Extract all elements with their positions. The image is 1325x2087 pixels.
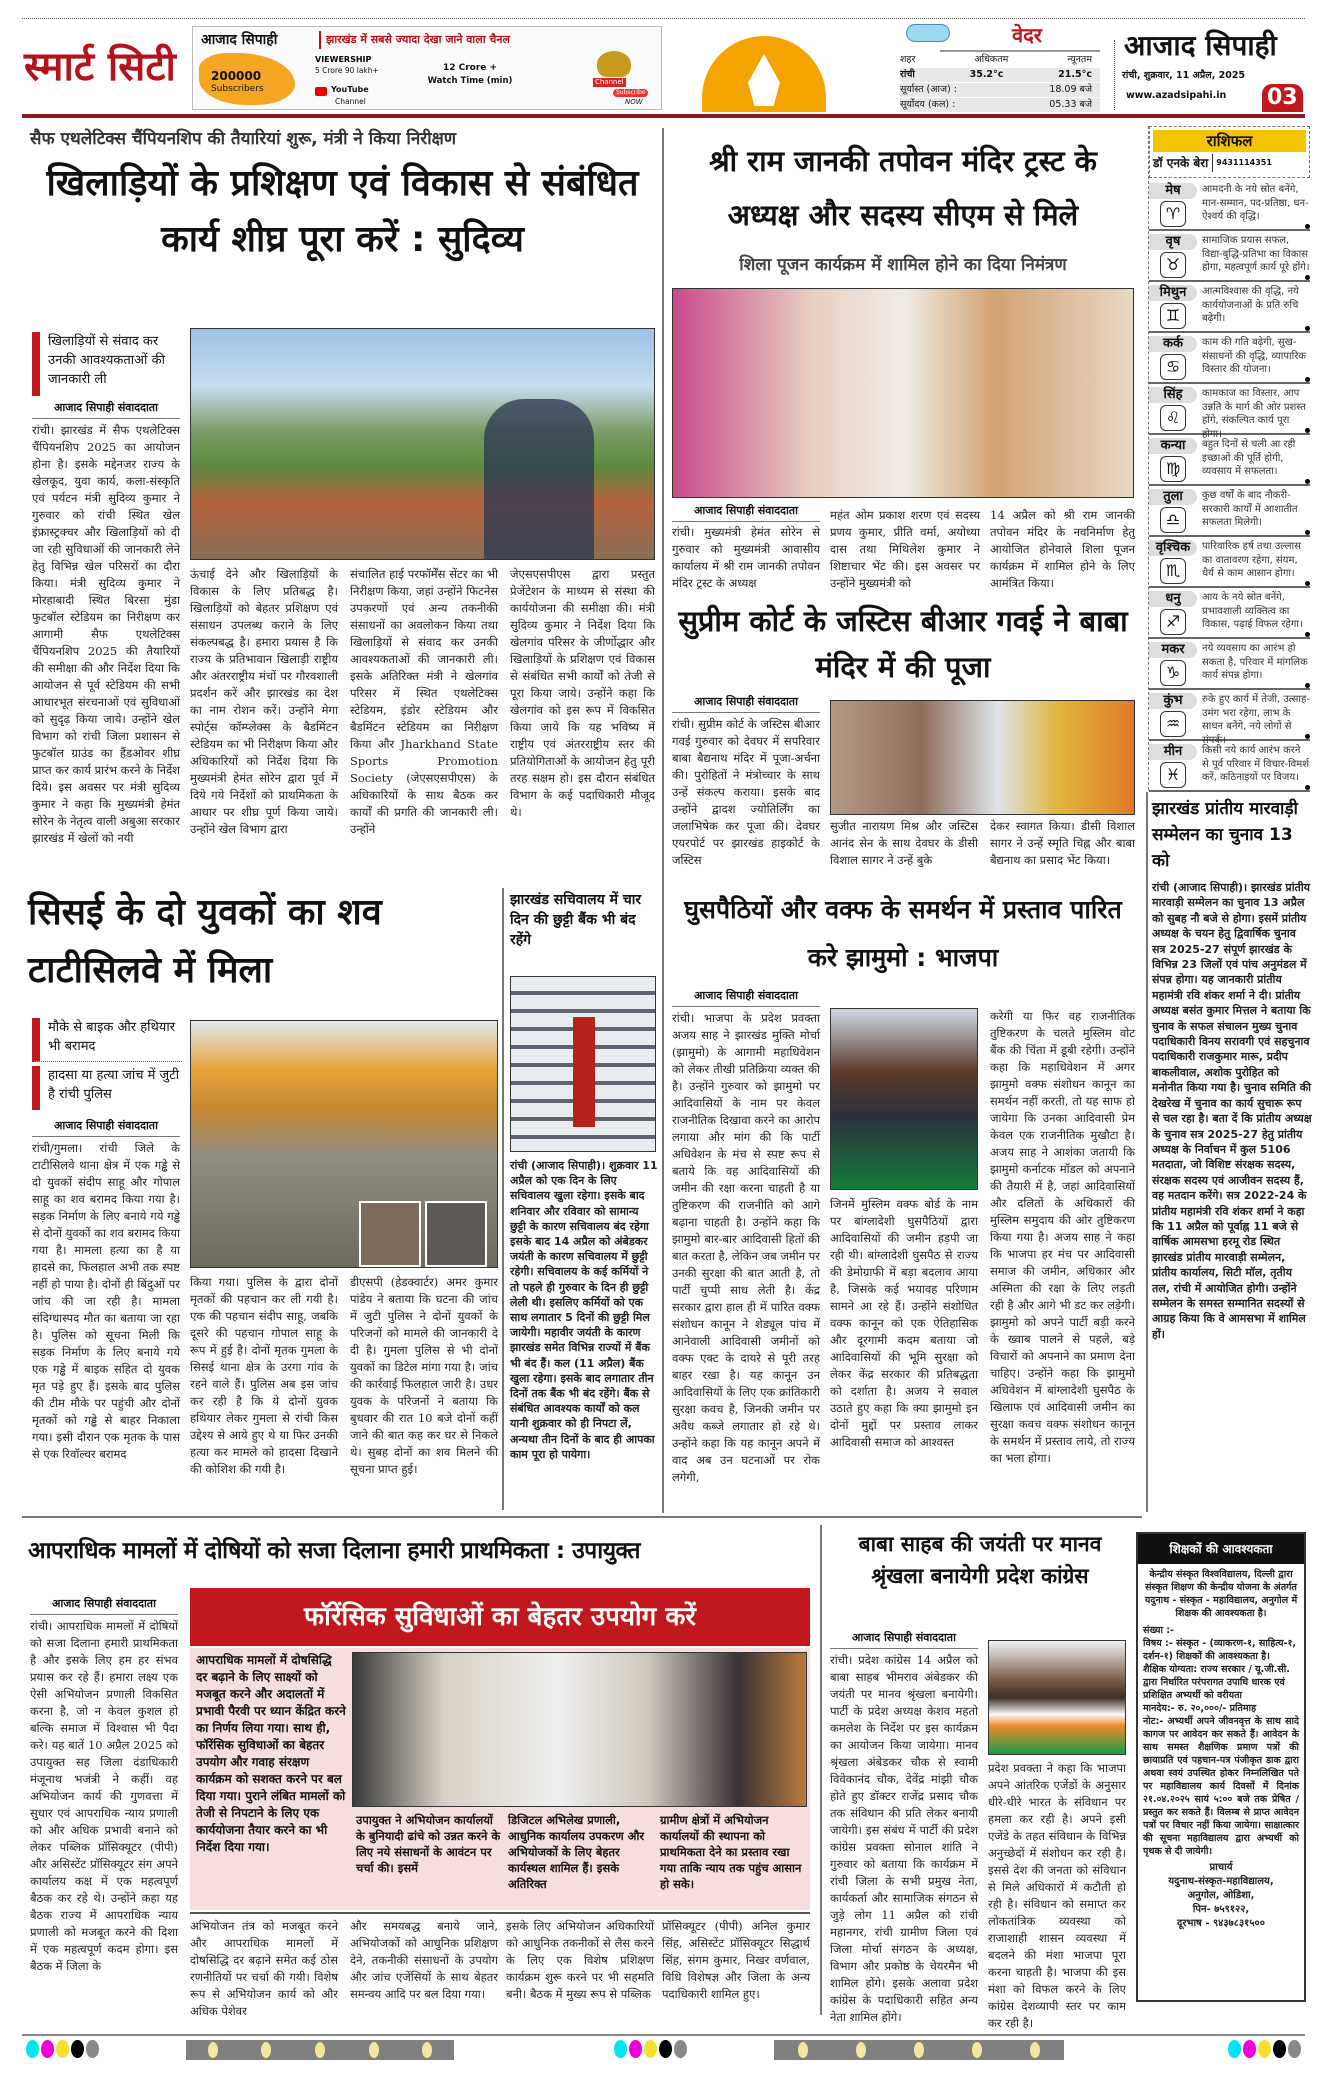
excavator-photo <box>190 1020 498 1268</box>
rashi-name-block <box>1149 744 1197 787</box>
story3-col1: रांची। सुप्रीम कोर्ट के जस्टिस बीआर गवई गुरुवार को देवघर में सपरिवार बाबा बैद्यनाथ मंदिर में पूजा-अर्चना की। पुरोहितों ने मंत्रोच्चार के साथ उन्हें संकल्प कराया। इसके बाद उन्होंने द्वादश ज्योतिर्लिंग का जलाभिषेक कर पूजा की। देवघर एयरपोर्ट पर झारखंड हाइकोर्ट के जस्टिस <box>672 717 820 867</box>
zodiac-icon: ♓ <box>1160 762 1186 788</box>
story2-col3: 14 अप्रैल को श्री राम जानकी तपोवन मंदिर के नवनिर्माण हेतु आयोजित होनेवाले शिला पूजन कार्यक्रम में शामिल होने के लिए आमंत्रित किया। <box>990 508 1135 590</box>
story1-headline: खिलाड़ियों के प्रशिक्षण एवं विकास से संबंधित कार्य शीघ्र पूरा करें : सुदिव्य <box>46 163 639 260</box>
story1-byline: आजाद सिपाही संवाददाता <box>32 400 180 419</box>
story4-headline: झारखंड प्रांतीय मारवाड़ी सम्मेलन का चुनाव 13 को <box>1152 799 1298 871</box>
rashi-name-block <box>1149 285 1197 328</box>
channel-label: Channel <box>335 97 366 106</box>
watch-time: 12 Crore + <box>442 63 498 73</box>
zodiac-icon: ♒ <box>1160 711 1186 737</box>
story5-col1: रांची/गुमला। रांची जिले के टाटीसिलवे थाना क्षेत्र में एक गड्ढे से दो युवकों संदीप साहू और गोपाल साहू का शव बरामद किया गया है। सड़क निर्माण के लिए बनाये गये गड्ढे से दोनों युवकों का शव बरामद किया गया है। मामला हत्या का है या हादसे का, फिलहाल अभी तक स्पष्ट नहीं हो पाया है। दोनों ही बिंदुओं पर जांच की जा रही है। मामला संदिग्धास्पद मौत का बताया जा रहा है। पुलिस को सूचना मिली कि सड़क निर्माण के लिए बनाये गये एक गड्ढे में बाइक सहित दो युवक मृत पड़े हुए हैं। इसके बाद पुलिस की टीम मौके पर पहुंची और दोनों मृतकों को गड्ढे से बाहर निकाला गया। इसी दौरान एक मृतक के पास से एक रिवॉल्वर बरामद <box>32 1141 180 1461</box>
rashi-item <box>1149 537 1310 588</box>
story5-subhead-2: हादसा या हत्या जांच में जुटी है रांची पुलिस <box>32 1066 182 1110</box>
channel-badge: Channel <box>595 78 624 86</box>
sunrise-label: सूर्योदय (कल) : <box>900 99 956 110</box>
zodiac-icon: ♌ <box>1160 405 1186 431</box>
cmyk-marks-left <box>26 2040 99 2058</box>
story8-col4: इसके लिए अभियोजन अधिकारियों को आधुनिक तकनीकों से लैस करने के लिए एक विशेष प्रशिक्षण कार्यक्रम शुरू करने पर भी सहमति बनी। बैठक में मुख्य रूप से पब्लिक <box>506 1919 654 2001</box>
rashi-name-block <box>1149 183 1197 226</box>
rashi-item <box>1149 486 1310 537</box>
section-title: स्मार्ट सिटी <box>24 44 176 90</box>
rashi-item <box>1149 741 1310 792</box>
sunset-time: 18.09 बजे <box>1049 84 1092 95</box>
teachers-ad-salary: मानदेय:- रु. २०,०००/- प्रतिमाह <box>1143 1703 1257 1714</box>
trophy-icon <box>597 51 631 77</box>
sunset-label: सूर्यास्त (आज) : <box>900 84 957 95</box>
story1-subhead: खिलाड़ियों से संवाद कर उनकी आवश्यकताओं की जानकारी ली <box>32 332 182 396</box>
story5-col2: किया गया। पुलिस के द्वारा दोनों मृतकों की पहचान कर ली गयी है। एक की पहचान संदीप साहू, जबकि दूसरे की पहचान गोपाल साहू के रूप में हुई है। दोनों मृतक गुमला के सिसई थाना क्षेत्र के उरगा गांव के रहने वाले हैं। पुलिस अब इस जांच कर रही है कि ये दोनों युवक हथियार लेकर गुमला से रांची किस उद्देश्य से आये हुए थे या फिर उनकी हत्या कर मामले को हादसा दिखाने की कोशिश की गयी है। <box>190 1275 338 1476</box>
rashi-name: वृष <box>1149 234 1197 250</box>
officials-figure <box>484 399 594 559</box>
rashi-name: धनु <box>1149 591 1197 607</box>
rashi-name-block <box>1149 387 1197 430</box>
story8-caption-2: डिजिटल अभिलेख प्रणाली, आधुनिक कार्यालय उपकरण और अभियोजकों के लिए बेहतर कार्यस्थल शामिल हैं। इसके अतिरिक्त <box>508 1813 645 1891</box>
story1-col1: रांची। झारखंड में सैफ एथलेटिक्स चैंपियनशिप 2025 का आयोजन होना है। इसके मद्देनजर राज्य के खेलकूद, युवा कार्य, कला-संस्कृति एवं पर्यटन मंत्री सुदिव्य कुमार ने गुरुवार को रांची स्थित खेल इंफ्रास्ट्रक्चर और खिलाड़ियों को दी जा रही सुविधाओं की जानकारी लेने हेतु विभिन्न खेल परिसरों का दौरा किया। मंत्री सुदिव्य कुमार ने मोरहाबादी स्थित बिरसा मुंडा फुटबॉल स्टेडियम का निरीक्षण कर आगामी सैफ एथलेटिक्स चैंपियनशिप 2025 की तैयारियों की समीक्षा की और निर्देश दिया कि आयोजन से पूर्व स्टेडियम की सभी आधारभूत संरचनाओं एवं सुविधाओं को सुदृढ़ किया जाये। उन्होंने खेल विभाग को रांची जिला प्रशासन से फुटबॉल ग्राउंड का हैंडओवर शीघ्र प्राप्त कर कार्य प्रारंभ करने के निर्देश दिये। इस अवसर पर मंत्री सुदिव्य कुमार ने कहा कि मुख्यमंत्री हेमंत सोरेन के नेतृत्व वाली अबुआ सरकार झारखंड में खेलों को नयी <box>32 423 180 845</box>
story8-caption-1: उपायुक्त ने अभियोजन कार्यालयों के बुनियादी ढांचे को उन्नत करने के लिए नये संसाधनों के आवंटन पर चर्चा की। इसमें <box>356 1813 501 1875</box>
teachers-ad-count: संख्या :- <box>1143 1625 1174 1636</box>
registration-bar-left <box>186 2040 454 2060</box>
meeting-photo <box>352 1652 807 1807</box>
story9-col1: रांची। प्रदेश कांग्रेस 14 अप्रैल को बाबा साहब भीमराव अंबेडकर की जयंती पर मानव श्रृंखला बनायेगी। पार्टी के प्रदेश अध्यक्ष केशव महतो कमलेश के निर्देश पर इस कार्यक्रम का आयोजन किया जायेगा। मानव श्रृंखला अंबेडकर चौक से स्वामी विवेकानंद चौक, देवेंद्र मांझी चौक होते हुए डॉक्टर राजेंद्र प्रसाद चौक तक संविधान की प्रति लेकर बनायी जायेगी। इस संबंध में पार्टी की प्रदेश कांग्रेस प्रवक्ता सोनाल शांति ने गुरुवार को बताया कि कार्यक्रम में रांची जिला के सभी प्रमुख नेता, कार्यकर्ता और सामाजिक संगठन से जुड़े लोग 11 अप्रैल को रांची महानगर, रांची ग्रामीण जिला एवं जिला मोर्चा संगठन के अध्यक्ष, विभाग और प्रकोष्ठ के चेयरमैन भी शामिल होंगे। इसके अलावा प्रदेश कांग्रेस के पदाधिकारी सहित अन्य नेता शामिल होंगे। <box>830 1653 978 2024</box>
story2-col1: रांची। मुख्यमंत्री हेमंत सोरेन से गुरुवार को मुख्यमंत्री आवासीय कार्यालय में श्री राम जानकी तपोवन मंदिर ट्रस्ट के अध्यक्ष <box>672 525 820 590</box>
rashi-item <box>1149 690 1310 746</box>
rashi-name: तुला <box>1149 489 1197 505</box>
rashi-text: किसी नये कार्य आरंभ करने से पूर्व परिवार में विचार-विमर्श करें, कठिनाइयों पर विजय। <box>1202 745 1310 783</box>
victim-photo-2 <box>425 1201 487 1267</box>
youtube-ad-banner[interactable] <box>192 26 662 110</box>
story7-col1: रांची। भाजपा के प्रदेश प्रवक्ता अजय साह ने झारखंड मुक्ति मोर्चा (झामुमो) के आगामी महाधिवेशन को लेकर तीखी प्रतिक्रिया व्यक्त की है। उन्होंने गुरुवार को झामुमो पर आदिवासियों के नाम पर केवल राजनीतिक दिखावा करने का आरोप लगाया और मांग की कि पार्टी अधिवेशन के मंच से स्पष्ट रूप से बताये कि वह आदिवासियों की जमीन की रक्षा करना चाहती है या तुष्टिकरण की राजनीति को आगे बढ़ाना चाहती है। उन्होंने कहा कि झामुमो बार-बार आदिवासी हितों की बात करता है, लेकिन जब जमीन पर उनकी सुरक्षा की बात आती है, तो पार्टी चुप्पी साध लेती है। केंद्र सरकार द्वारा हाल ही में पारित वक्फ संशोधन कानून ने शेड्यूल पांच में आनेवाली आदिवासी जमीनों को वक्फ एक्ट के दायरे से पूरी तरह बाहर रखा है। यह कानून उन आदिवासियों के लिए एक क्रांतिकारी सुरक्षा कवच है, जिनकी जमीन पर अवैध कब्जे लगातार हो रहे थे। उन्होंने कहा कि यह कानून अपने में वाद अब उन घटनाओं पर रोक लगेगी, <box>672 1011 820 1484</box>
secretariat-photo <box>510 976 656 1152</box>
teachers-ad-qualification: शैक्षिक योग्यता: राज्य सरकार / यू.जी.सी. द्वारा निर्धारित परंपरागत उपाधि धारक एवं प्रशिक्षित अभ्यर्थी को वरीयता <box>1143 1664 1290 1701</box>
banner-figure <box>573 1017 595 1127</box>
cloud-sun-icon <box>906 24 950 42</box>
rashi-text: आय के नये स्रोत बनेंगे, प्रभावशाली व्यक्तित्व का विकास, पढ़ाई विफल रहेगा। <box>1202 592 1303 630</box>
teachers-ad-phone: दूरभाष - ९४३७८३१५०० <box>1177 1918 1265 1929</box>
rashi-name-block <box>1149 642 1197 685</box>
viewership-label: VIEWERSHIP <box>315 55 372 64</box>
rashi-text: आत्मविश्वास की वृद्धि, नये कार्ययोजनाओं के प्रति रुचि बढ़ेगी। <box>1202 286 1299 324</box>
rashi-item <box>1149 435 1310 486</box>
zodiac-icon: ♎ <box>1160 507 1186 533</box>
zodiac-icon: ♈ <box>1160 201 1186 227</box>
story1-col3: संचालित हाई परफॉर्मेंस सेंटर का भी निरीक्षण किया, जहां उन्होंने फिटनेस उपकरणों एवं अन्य तकनीकी संसाधनों का अवलोकन किया तथा खिलाड़ियों से संवाद कर उनकी आवश्यकताओं की जानकारी ली। इसके अतिरिक्त मंत्री ने खेलगांव परिसर में स्थित एथलेटिक्स स्टेडियम, इंडोर स्टेडियम और बैडमिंटन स्टेडियम का निरीक्षण किया और Jharkhand State Sports Promotion Society (जेएसएसपीएस) के अधिकारियों के साथ बैठक कर कार्यों की प्रगति की जानकारी ली। उन्होंने <box>350 567 498 836</box>
registration-bar-right <box>774 2040 1064 2060</box>
weather-title: वेदर <box>1012 23 1042 47</box>
story8-col3: और समयबद्ध बनाये जाने, अभियोजकों को आधुनिक प्रशिक्षण देने, तकनीकी संसाधनों के उपयोग और जांच एजेंसियों के साथ बेहतर समन्वय आदि पर बल दिया गया। <box>350 1919 498 2001</box>
rashi-name: मिथुन <box>1149 285 1197 301</box>
story8-headline: आपराधिक मामलों में दोषियों को सजा दिलाना हमारी प्राथमिकता : उपायुक्त <box>28 1538 640 1564</box>
rashi-item <box>1149 333 1310 384</box>
rashi-text: सामाजिक प्रयास सफल, विद्या-बुद्धि-प्रतिभा का विकास होगा, महत्वपूर्ण कार्य पूरे होंगे। <box>1202 235 1310 273</box>
rashi-item <box>1149 231 1310 282</box>
victim-photo-1 <box>359 1201 421 1267</box>
story1-col2: ऊंचाई देने और खिलाड़ियों के विकास के लिए प्रतिबद्ध है। खिलाड़ियों को बेहतर प्रशिक्षण एवं संसाधन उपलब्ध कराने के लिए संकल्पबद्ध है। हमारा प्रयास है कि राज्य के प्रतिभावान खिलाड़ी राष्ट्रीय और अंतरराष्ट्रीय मंचों पर गौरवशाली प्रदर्शन करें और झारखंड का देश का नाम रोशन करें। उन्होंने मेगा स्पोर्ट्स कॉम्प्लेक्स के बैडमिंटन स्टेडियम का भी निरीक्षण किया और अधिकारियों को निर्देश दिया कि मुख्यमंत्री हेमंत सोरेन द्वारा पूर्व में दिये गये निर्देशों को प्राथमिकता के आधार पर शीघ्र पूर्ण किया जाये। उन्होंने खेल विभाग द्वारा <box>190 567 338 836</box>
story8-col5: प्रॉसिक्यूटर (पीपी) अनिल कुमार सिंह, असिस्टेंट प्रॉसिक्यूटर सिद्धार्थ सिंह, संगम कुमार, निखर वर्णवाल, विधि विशेषज्ञ और जिला के अन्य पदाधिकारी शामिल हुए। <box>662 1919 810 2001</box>
story5-subhead-1: मौके से बाइक और हथियार भी बरामद <box>32 1018 182 1062</box>
rashi-name: मेष <box>1149 183 1197 199</box>
subscribers-label: Subscribers <box>211 84 264 94</box>
rashi-name-block <box>1149 591 1197 634</box>
teachers-ad-title: शिक्षकों की आवश्यकता <box>1138 1534 1304 1564</box>
weather-header-city: शहर <box>900 54 916 65</box>
rashi-item <box>1149 282 1310 333</box>
story9-headline: बाबा साहब की जयंती पर मानव श्रृंखला बनायेगी प्रदेश कांग्रेस <box>858 1532 1102 1588</box>
rashi-name: कुंभ <box>1149 693 1197 709</box>
rashi-item <box>1149 588 1310 639</box>
zodiac-icon: ♋ <box>1160 354 1186 380</box>
story8-highlight: आपराधिक मामलों में दोषसिद्धि दर बढ़ाने के लिए साक्ष्यों को मजबूत करने और अदालतों में प्रभावी पैरवी पर ध्यान केंद्रित करने का निर्णय लिया गया। साथ ही, फॉरेंसिक सुविधाओं का बेहतर उपयोग और गवाह संरक्षण कार्यक्रम को सशक्त करने पर बल दिया गया। पुराने लंबित मामलों को तेजी से निपटाने के लिए एक कार्ययोजना तैयार करने का भी निर्देश दिया गया। <box>196 1653 346 1854</box>
stadium-photo <box>190 328 655 560</box>
zodiac-icon: ♑ <box>1160 660 1186 686</box>
rashi-item <box>1149 180 1310 231</box>
sunrise-time: 05.33 बजे <box>1049 99 1092 110</box>
zodiac-icon: ♍ <box>1160 456 1186 482</box>
temple-puja-photo <box>830 700 1135 815</box>
story8-byline: आजाद सिपाही संवाददाता <box>30 1596 178 1615</box>
story2-subhead: शिला पूजन कार्यक्रम में शामिल होने का दिया निमंत्रण <box>739 255 1067 275</box>
zodiac-icon: ♐ <box>1160 609 1186 635</box>
teachers-ad <box>1136 1532 1306 2002</box>
ajay-sah-photo <box>830 1008 978 1190</box>
masthead-rule <box>22 114 1305 118</box>
subscribe-button[interactable]: Subscribe <box>613 89 648 97</box>
zodiac-icon: ♏ <box>1160 558 1186 584</box>
cmyk-marks-right <box>1228 2040 1301 2058</box>
pen-nib-icon <box>748 54 780 106</box>
page-number: 03 <box>1262 84 1303 112</box>
rashi-name: सिंह <box>1149 387 1197 403</box>
story3-headline: सुप्रीम कोर्ट के जस्टिस बीआर गवई ने बाबा मंदिर में की पूजा <box>678 604 1128 684</box>
rashifal-box <box>1148 126 1310 790</box>
weather-city: रांची <box>900 69 915 80</box>
weather-header-max: अधिकतम <box>974 54 1009 65</box>
rashi-name: कन्या <box>1149 438 1197 454</box>
rashifal-title: राशिफल <box>1153 130 1306 152</box>
story9-byline: आजाद सिपाही संवाददाता <box>830 1630 978 1649</box>
story8-col2: अभियोजन तंत्र को मजबूत करने और आपराधिक मामलों में दोषसिद्धि दर बढ़ाने समेत कई ठोस रणनीतियों पर चर्चा की गयी। विशेष रूप से अभियोजन कार्य को और अधिक पेशेवर <box>190 1919 338 2018</box>
rashi-name: कर्क <box>1149 336 1197 352</box>
zodiac-icon: ♉ <box>1160 252 1186 278</box>
ad-tagline: झारखंड में सबसे ज्यादा देखा जाने वाला चैनल <box>319 31 659 49</box>
story1-col4: जेएसएसपीएस द्वारा प्रस्तुत प्रेजेंटेशन के माध्यम से संस्था की कार्ययोजना की समीक्षा की। मंत्री सुदिव्य कुमार ने निर्देश दिया कि खेलगांव परिसर के जीर्णोद्धार और खिलाड़ियों के प्रशिक्षण एवं विकास से संबंधित सभी कार्यों को तेजी से पूरा किया जाये। उन्होंने कहा कि खेलगांव को इस रूप में विकसित किया जाये कि यह भविष्य में राष्ट्रीय एवं अंतरराष्ट्रीय स्तर की प्रतियोगिताओं के आयोजन हेतु पूरी तरह सक्षम हो। इस दौरान संबंधित विभाग के कई पदाधिकारी मौजूद थे। <box>510 567 655 819</box>
teachers-ad-pin: पिन- ७५९१२२, <box>1192 1904 1250 1915</box>
story5-headline: सिसई के दो युवकों का शव टाटीसिलवे में मिला <box>28 892 382 991</box>
rashi-name-block <box>1149 693 1197 736</box>
story6-body: रांची (आजाद सिपाही)। शुक्रवार 11 अप्रैल को एक दिन के लिए सचिवालय खुला रहेगा। इसके बाद शनिवार और रविवार को सामान्य छुट्टी के कारण सचिवालय बंद रहेगा इसके बाद 14 अप्रैल को अंबेडकर जयंती के कारण सचिवालय में छुट्टी रहेगी। सचिवालय के कई कर्मियों ने तो पहले ही गुरुवार के दिन ही छुट्टी लेली थी। इसलिए कर्मियों को एक साथ लगातार 5 दिनों की छुट्टी मिल जायेगी। महावीर जयंती के कारण झारखंड समेत विभिन्न राज्यों में बैंक भी बंद हैं। कल (11 अप्रैल) बैंक खुला रहेगा। इसके बाद लगातार तीन दिनों तक बैंक भी बंद रहेंगे। बैंक से संबंधित आवश्यक कार्यों को कल यानी शुक्रवार को ही निपटा लें, अन्यथा तीन दिनों के बाद ही आपका काम पूरा हो पायेगा। <box>510 1159 658 1461</box>
rashi-list <box>1149 180 1310 792</box>
story8-caption-3: ग्रामीण क्षेत्रों में अभियोजन कार्यालयों की स्थापना को प्राथमिकता देने का प्रस्ताव रखा गया ताकि न्याय तक पहुंच आसान हो सके। <box>660 1813 802 1891</box>
teachers-ad-college: यदुनाथ-संस्कृत-महाविद्यालय, <box>1168 1876 1274 1887</box>
rashi-name: वृश्चिक <box>1149 540 1197 556</box>
weather-max: 35.2°c <box>969 69 1004 80</box>
story1-kicker: सैफ एथलेटिक्स चैंपियनशिप की तैयारियां शुरू, मंत्री ने किया निरीक्षण <box>30 129 457 149</box>
rashi-item <box>1149 384 1310 440</box>
story4-body: रांची (आजाद सिपाही)। झारखंड प्रांतीय मारवाड़ी सम्मेलन का चुनाव 13 अप्रैल को सुबह नौ बजे से होगा। इसमें प्रांतीय अध्यक्ष के चयन हेतु द्विवार्षिक चुनाव सत्र 2025-27 संपूर्ण झारखंड के विभिन्न 23 जिलों एवं पांच अनुमंडल में संपन्न होगा। यह जानकारी प्रांतीय महामंत्री रवि शंकर शर्मा ने दी। प्रांतीय अध्यक्ष बसंत कुमार मित्तल ने बताया कि चुनाव के सफल संचालन मुख्य चुनाव पदाधिकारी विनय सरावगी एवं सहचुनाव पदाधिकारी राजकुमार मारू, प्रदीप बाकलीवाल, अशोक पुरोहित को मनोनीत किया गया है। चुनाव समिति की देखरेख में चुनाव का कार्य सुचारू रूप से चल रहा है। बता दें कि प्रांतीय अध्यक्ष के चुनाव सत्र 2025-27 हेतु प्रांतीय अध्यक्ष के निर्वाचन में कुल 5106 मतदाता, जो विशिष्ट संरक्षक सदस्य, संरक्षक सदस्य एवं आजीवन सदस्य हैं, वह मतदान करेंगे। सत्र 2022-24 के प्रांतीय महामंत्री रवि शंकर शर्मा ने कहा कि 11 अप्रैल को पूर्वाह्न 11 बजे से वार्षिक आमसभा हरमू रोड स्थित झारखंड प्रांतीय मारवाड़ी सम्मेलन, प्रांतीय कार्यालय, सिटी मॉल, तृतीय तल, रांची में आयोजित होगी। उन्होंने सम्मेलन के समस्त सम्मानित सदस्यों से आग्रह किया कि वे आमसभा में शामिल हों। <box>1152 881 1312 1341</box>
rashi-name-block <box>1149 438 1197 481</box>
subscribers-count: 200000 <box>211 69 262 83</box>
dateline: रांची, शुक्रवार, 11 अप्रैल, 2025 <box>1122 70 1246 81</box>
cmyk-marks-center <box>614 2040 687 2058</box>
rashi-name-block <box>1149 336 1197 379</box>
rashi-name-block <box>1149 540 1197 583</box>
watch-time-label: Watch Time (min) <box>427 76 513 86</box>
teachers-ad-intro: केन्द्रीय संस्कृत विश्वविद्यालय, दिल्ली द्वारा संस्कृत शिक्षण की केन्द्रीय योजना के अंतर्गत यदुनाथ - संस्कृत - महाविद्यालय, अनुगोल में शिक्षक की आवश्यकता है। <box>1144 1569 1298 1619</box>
teachers-ad-subject: विषय :- संस्कृत - (व्याकरण-१, साहित्य-१, दर्शन-१) शिक्षकों की आवश्यकता है। <box>1143 1638 1297 1662</box>
story3-col3: देकर स्वागत किया। डीसी विशाल सागर ने उन्हें स्मृति चिह्न और बाबा बैद्यनाथ का प्रसाद भेंट किया। <box>990 819 1135 867</box>
rashi-text: कामकाज का विस्तार, आप उन्नति के मार्ग की ओर प्रशस्त होंगे, संकल्पित कार्य पूरा होगा। <box>1202 388 1306 440</box>
story7-col2: जिनमें मुस्लिम वक्फ बोर्ड के नाम पर बांग्लादेशी घुसपैठियों द्वारा आदिवासियों की जमीन हड़पी जा रही थी। बांग्लादेशी घुसपैठ से राज्य की डेमोग्राफी में बड़ा बदलाव आया है, जिसके कई भयावह परिणाम सामने आ रहे हैं। उन्होंने संशोधित वक्फ कानून को एक ऐतिहासिक और दूरगामी कदम बताया जो आदिवासियों की भूमि सुरक्षा को लेकर केंद्र सरकार की प्रतिबद्धता को दर्शाता है। अजय ने सवाल उठाते हुए कहा कि क्या झामुमो इन दोनों मुद्दों पर प्रस्ताव लाकर आदिवासी समाज को आश्वस्त <box>830 1197 978 1449</box>
cm-meeting-photo <box>672 288 1134 498</box>
story5-col3: डीएसपी (हेडक्वार्टर) अमर कुमार पांडेय ने बताया कि घटना की जांच में जुटी पुलिस ने दोनों युवकों के परिजनों को मामले की जानकारी दे दी है। गुमला पुलिस से भी दोनों युवकों का डिटेल मांगा गया है। जांच की कार्रवाई फिलहाल जारी है। उधर युवक के परिजनों ने बताया कि बुधवार की रात 10 बजे दोनों कहीं जाने की बात कह कर घर से निकले थे। सुबह दोनों का शव मिलने की सूचना प्राप्त हुई। <box>350 1275 498 1476</box>
youtube-label: YouTube <box>331 85 369 94</box>
rashi-name-block <box>1149 489 1197 532</box>
rashi-item <box>1149 639 1310 690</box>
story3-byline: आजाद सिपाही संवाददाता <box>672 694 820 713</box>
forensic-banner: फॉरेंसिक सुविधाओं का बेहतर उपयोग करें <box>190 1588 810 1646</box>
rashifal-phone: 9431114351 <box>1212 154 1272 172</box>
teachers-ad-signatory: प्राचार्य <box>1209 1862 1233 1873</box>
teachers-ad-place: अनुगोल, ओडिशा, <box>1187 1890 1255 1901</box>
weather-header-min: न्यूनतम <box>1067 54 1092 65</box>
rashi-name: मीन <box>1149 744 1197 760</box>
viewership-value: 5 Crore 90 lakh+ <box>315 66 379 75</box>
rashifal-author: डॉ एनके बेरा <box>1153 156 1209 170</box>
teachers-ad-note: नोट:- अभ्यर्थी अपने जीवनवृत्त के साथ सादे कागज पर आवेदन कर सकते हैं। आवेदन के साथ समस्त शैक्षणिक प्रमाण पत्रों की छायाप्रति एवं पहचान-पत्र पंजीकृत डाक द्वारा अथवा स्वयं उपस्थित होकर निम्नलिखित पते पर महाविद्यालय कार्य दिवसों में दिनांक २१.०४.२०२५ सायं ५:०० बजे तक प्रेषित / प्रस्तुत कर सकते हैं। विलम्ब से प्राप्त आवेदन पत्रों पर विचार नहीं किया जायेगा। साक्षात्कार की सूचना महाविद्यालय द्वारा अभ्यर्थी को पृथक से दी जायेगी। <box>1143 1716 1299 1857</box>
rashi-text: कुछ वर्षों के बाद नौकरी-सरकारी कार्यों में आशातीत सफलता मिलेगी। <box>1202 490 1298 528</box>
rashi-text: बहुत दिनों से चली आ रही इच्छाओं की पूर्ति होगी, व्यवसाय में सफलता। <box>1202 439 1296 477</box>
story6-headline: झारखंड सचिवालय में चार दिन की छुट्टी बैंक भी बंद रहेंगे <box>510 892 642 948</box>
story2-headline: श्री राम जानकी तपोवन मंदिर ट्रस्ट के अध्यक्ष और सदस्य सीएम से मिले <box>709 144 1097 232</box>
rashi-text: रुके हुए कार्य में तेजी, उत्साह-उमंग भरा रहेगा, लाभ के साधन बनेंगे, नये लोगों से संपर्क। <box>1202 694 1310 746</box>
weather-min: 21.5°c <box>1058 69 1092 80</box>
rashi-text: काम की गति बढ़ेगी, सुख-संसाधनों की वृद्धि, व्यापारिक विस्तार की योजना। <box>1202 337 1306 375</box>
story7-headline: घुसपैठियों और वक्फ के समर्थन में प्रस्ताव पारित करे झामुमो : भाजपा <box>684 895 1122 972</box>
story3-col2: सुजीत नारायण मिश्र और जस्टिस आनंद सेन के साथ देवघर के डीसी विशाल सागर ने उन्हें बुके <box>830 819 978 867</box>
youtube-icon <box>315 87 327 96</box>
ad-brand: आजाद सिपाही <box>201 32 278 48</box>
rashi-name-block <box>1149 234 1197 277</box>
story2-col2: महंत ओम प्रकाश शरण एवं सदस्य प्रणय कुमार, प्रीति वर्मा, अयोध्या दास तथा मिथिलेश कुमार ने शिष्टाचार भेंट की। इस अवसर पर उन्होंने मुख्यमंत्री को <box>830 508 980 590</box>
pen-logo <box>702 36 826 112</box>
zodiac-icon: ♊ <box>1160 303 1186 329</box>
story9-col2: प्रदेश प्रवक्ता ने कहा कि भाजपा अपने आंतरिक एजेंडों के अनुसार धीरे-धीरे भारत के संविधान पर हमला कर रही है। अपने इसी एजेंडे के तहत संविधान के विभिन्न अनुच्छेदों में संशोधन कर रही है। इससे देश की जनता को संविधान से मिले अधिकारों में कटौती हो रही है। संविधान को समाप्त कर लोकतांत्रिक व्यवस्था को राजाशाही शासन व्यवस्था में बदलने की मंशा भाजपा पूरा करना चाहती है। भाजपा की इस मंशा को विफल करने के लिए कांग्रेस देशव्यापी स्तर पर काम कर रही है। <box>988 1761 1126 2030</box>
story5-byline: आजाद सिपाही संवाददाता <box>32 1118 180 1137</box>
rashi-text: आमदनी के नये स्रोत बनेंगे, मान-सम्मान, पद-प्रतिष्ठा, धन-ऐश्वर्य की वृद्धि। <box>1202 184 1309 222</box>
website: www.azadsipahi.in <box>1126 90 1227 101</box>
rashi-name: मकर <box>1149 642 1197 658</box>
paper-name: आजाद सिपाही <box>1124 29 1277 62</box>
story8-col1: रांची। आपराधिक मामलों में दोषियों को सजा दिलाना हमारी प्राथमिकता है और इसके लिए हम हर संभव प्रयास कर रहे हैं। हमारा लक्ष्य एक ऐसी अभियोजन प्रणाली विकसित करना है, जो न केवल कुशल हो बल्कि समाज में विश्वास भी पैदा करे। यह बातें 10 अप्रैल 2025 को उपायुक्त सह जिला दंडाधिकारी मंजूनाथ भजंत्री ने कहीं। वह अभियोजन कार्य की गुणवत्ता में सुधार एवं आपराधिक न्याय प्रणाली को और अधिक प्रभावी बनाने को लेकर पब्लिक प्रॉसिक्यूटर (पीपी) और असिस्टेंट प्रॉसिक्यूटर संग अपने कार्यालय कक्ष में एक महत्वपूर्ण बैठक कर रहे थे। उन्होंने कहा यह बैठक राज्य में आपराधिक न्याय प्रणाली को मजबूत करने की दिशा में एक महत्वपूर्ण कदम होगा। इस बैठक में जिला के <box>30 1619 178 1973</box>
story7-col3: करेगी या फिर वह राजनीतिक तुष्टिकरण के चलते मुस्लिम वोट बैंक की चिंता में डूबी रहेगी। उन्होंने कहा कि महाधिवेशन में अगर झामुमो वक्फ संशोधन कानून का समर्थन नहीं करती, तो यह साफ हो जायेगा कि उनका आदिवासी प्रेम केवल एक राजनीतिक मुखौटा है। अजय साह ने आशंका जतायी कि झामुमो कर्नाटक मॉडल को अपनाने की तैयारी में है, जहां आदिवासियों और दलितों के अधिकारों की मुस्लिम समुदाय की ओर तुष्टिकरण किया गया है। अजय साह ने कहा कि भाजपा हर मंच पर आदिवासी समाज की जमीन, अधिकार और अस्मिता की रक्षा के लिए लड़ती रही है और आगे भी डट कर लड़ेगी। झामुमो को अपने पार्टी बड़ी करने के ख्वाब पालने से पहले, बड़े विचारों को अपनाने का प्रमाण देना चाहिए। उन्होंने कहा कि झामुमो अधिवेशन में बांग्लादेशी घुसपैठ के खिलाफ एवं आदिवासी जमीन का सुरक्षा कवच वक्फ संशोधन कानून के समर्थन में प्रस्ताव लाये, तो राज्य का भला होगा। <box>990 1009 1135 1465</box>
story7-byline: आजाद सिपाही संवाददाता <box>672 988 820 1007</box>
congress-leader-photo <box>988 1640 1126 1755</box>
story2-byline: आजाद सिपाही संवाददाता <box>672 503 820 522</box>
now-label: NOW <box>625 98 643 106</box>
rashi-text: नये व्यवसाय का आरंभ हो सकता है, परिवार में मांगलिक कार्य संपन्न होगा। <box>1202 643 1308 681</box>
weather-box <box>900 22 1105 114</box>
rashi-text: पारिवारिक हर्ष तथा उल्लास का वातावरण रहेगा, संयम, धैर्य से काम आसान होगा। <box>1202 541 1301 579</box>
